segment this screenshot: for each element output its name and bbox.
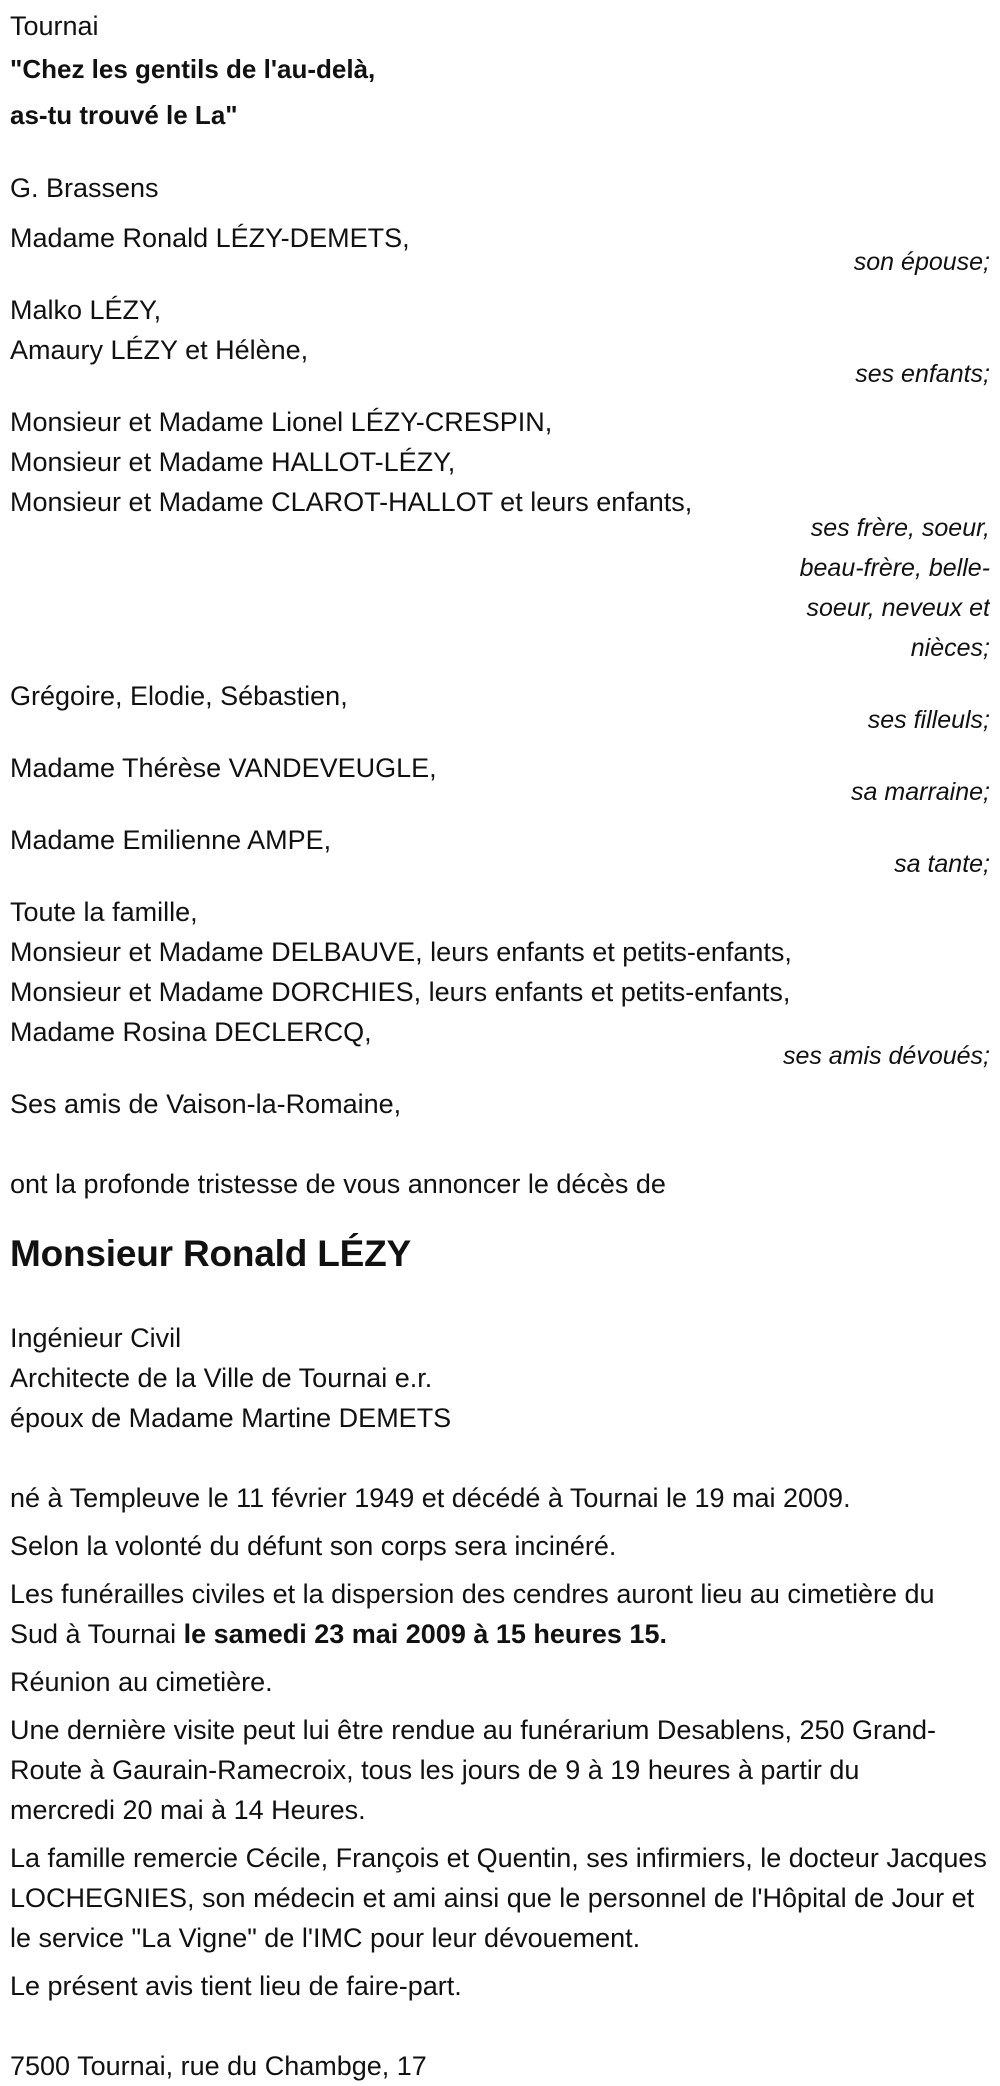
quote-author: G. Brassens xyxy=(10,173,159,203)
quote-line-1: "Chez les gentils de l'au-delà, xyxy=(10,54,376,84)
deceased-title: Ingénieur Civil xyxy=(10,1323,182,1353)
meeting-text: Réunion au cimetière. xyxy=(10,1667,273,1697)
family-name: Monsieur et Madame HALLOT-LÉZY, xyxy=(10,447,456,477)
family-group-friends xyxy=(10,892,990,1076)
relation-label: ses filleuls; xyxy=(867,706,990,734)
relation-label: sa tante; xyxy=(894,850,990,878)
funeral-text xyxy=(10,1574,990,1654)
family-group-spouse xyxy=(10,218,990,282)
city-label: Tournai xyxy=(10,11,99,41)
family-name: Monsieur et Madame CLAROT-HALLOT et leurs enfants, xyxy=(10,487,693,517)
address-text: 7500 Tournai, rue du Chambge, 17 xyxy=(10,2051,427,2081)
family-group-godchildren xyxy=(10,676,990,740)
quote-line-2: as-tu trouvé le La" xyxy=(10,100,238,130)
visit-text: Une dernière visite peut lui être rendue au funérarium Desablens, 250 Grand-Route à Gaurain-Ramecroix, tous les jours de 9 à 19 heures à partir du mercredi 20 mai à 14 Heures. xyxy=(10,1715,937,1825)
relation-label: sa marraine; xyxy=(851,778,990,806)
family-group-siblings xyxy=(10,402,990,668)
cremation-text: Selon la volonté du défunt son corps sera incinéré. xyxy=(10,1531,617,1561)
funeral-date: le samedi 23 mai 2009 à 15 heures 15. xyxy=(183,1619,667,1649)
deceased-title: époux de Madame Martine DEMETS xyxy=(10,1403,452,1433)
notice-text: Le présent avis tient lieu de faire-part. xyxy=(10,1971,462,2001)
family-group-godmother xyxy=(10,748,990,812)
family-name: Madame Emilienne AMPE, xyxy=(10,825,332,855)
deceased-title: Architecte de la Ville de Tournai e.r. xyxy=(10,1363,433,1393)
family-name: Malko LÉZY, xyxy=(10,295,162,325)
relation-label: son épouse; xyxy=(853,248,990,276)
friends-line: Ses amis de Vaison-la-Romaine, xyxy=(10,1089,402,1119)
relation-label: ses enfants; xyxy=(855,360,990,388)
family-name: Monsieur et Madame DORCHIES, leurs enfants et petits-enfants, xyxy=(10,977,791,1007)
funeral-location: Les funérailles civiles et la dispersion des cendres auront lieu au cimetière du Sud à Tournai xyxy=(10,1579,935,1649)
thanks-text: La famille remercie Cécile, François et Quentin, ses infirmiers, le docteur Jacques LOCHEGNIES, son médecin et ami ainsi que le personnel de l'Hôpital de Jour et le service "La Vigne" de l'IMC pour leur dévouement. xyxy=(10,1843,987,1953)
family-group-children xyxy=(10,290,990,394)
family-name: Madame Ronald LÉZY-DEMETS, xyxy=(10,223,410,253)
relation-label: ses amis dévoués; xyxy=(782,1042,990,1070)
birth-death-text: né à Templeuve le 11 février 1949 et décédé à Tournai le 19 mai 2009. xyxy=(10,1483,851,1513)
family-group-aunt xyxy=(10,820,990,884)
family-name: Monsieur et Madame Lionel LÉZY-CRESPIN, xyxy=(10,407,553,437)
family-name: Monsieur et Madame DELBAUVE, leurs enfants et petits-enfants, xyxy=(10,937,792,967)
relation-label: ses frère, soeur, beau-frère, belle-soeur, neveux et nièces; xyxy=(799,514,990,662)
deceased-name: Monsieur Ronald LÉZY xyxy=(10,1233,411,1274)
family-name: Madame Rosina DECLERCQ, xyxy=(10,1017,372,1047)
family-name: Madame Thérèse VANDEVEUGLE, xyxy=(10,753,437,783)
family-name: Amaury LÉZY et Hélène, xyxy=(10,335,309,365)
family-name: Grégoire, Elodie, Sébastien, xyxy=(10,681,348,711)
family-name: Toute la famille, xyxy=(10,897,198,927)
announcement-text: ont la profonde tristesse de vous annoncer le décès de xyxy=(10,1169,666,1199)
